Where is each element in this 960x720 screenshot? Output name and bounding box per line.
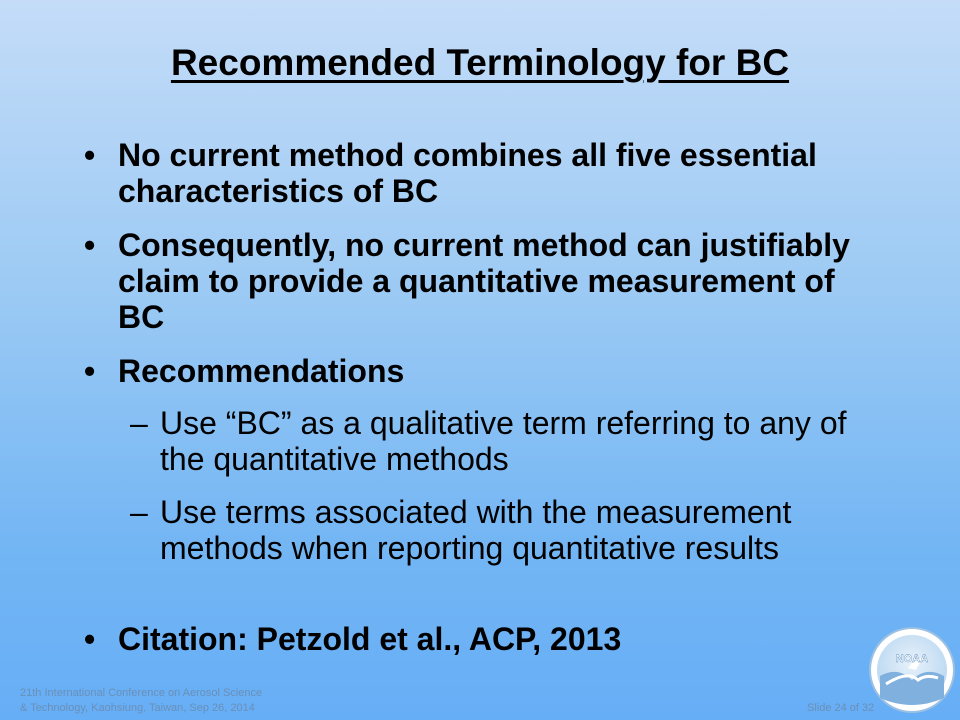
noaa-logo-text: NOAA [895, 653, 929, 665]
bullet-text: Recommendations [118, 353, 405, 389]
bullet-item [84, 621, 888, 657]
sub-bullet-marker: – [130, 494, 148, 530]
footer-conference [20, 686, 262, 716]
bullet-item [84, 137, 888, 209]
sub-bullet-item [130, 494, 880, 566]
sub-bullet-marker: – [130, 405, 148, 441]
bullet-item [84, 227, 888, 335]
slide-title: Recommended Terminology for BC [170, 42, 790, 83]
bullet-marker: • [84, 137, 96, 173]
bullet-text: Citation: Petzold et al., ACP, 2013 [118, 621, 622, 657]
bullet-item [84, 353, 888, 389]
bullet-text: No current method combines all five essential characteristics of BC [118, 137, 817, 209]
bullet-text: Consequently, no current method can justifiably claim to provide a quantitative measurement of BC [118, 227, 850, 335]
noaa-logo-icon [868, 626, 956, 714]
bullet-marker: • [84, 621, 96, 657]
bullet-marker: • [84, 227, 96, 263]
footer-conference-line2: & Technology, Kaohsiung, Taiwan, Sep 26, 2014 [20, 702, 255, 714]
slide-number: Slide 24 of 32 [807, 702, 875, 714]
sub-bullet-text: Use terms associated with the measurement methods when reporting quantitative results [160, 494, 792, 566]
bullet-marker: • [84, 353, 96, 389]
footer-conference-line1: 21th International Conference on Aerosol Science [20, 687, 263, 699]
sub-bullet-item [130, 405, 880, 477]
sub-bullet-text: Use “BC” as a qualitative term referring to any of the quantitative methods [160, 405, 847, 477]
